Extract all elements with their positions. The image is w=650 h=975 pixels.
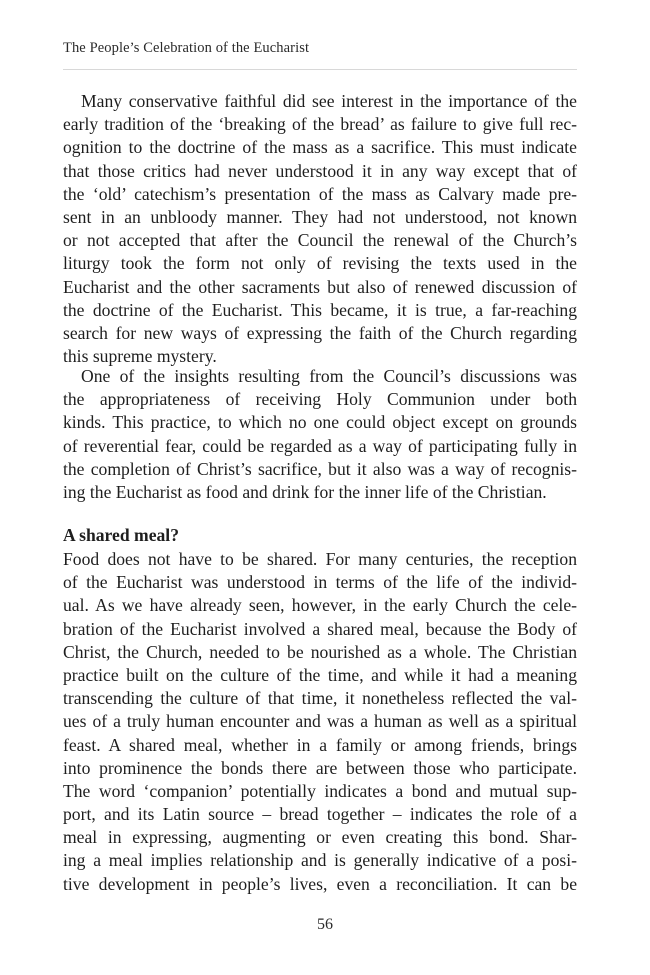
text-line: transcending the culture of that time, it nonetheless reflected the val-: [63, 688, 577, 709]
text-line: this supreme mystery.: [63, 346, 217, 367]
text-line: or not accepted that after the Council the renewal of the Church’s: [63, 230, 577, 251]
text-line: Eucharist and the other sacraments but also of renewed discussion of: [63, 276, 577, 297]
text-line: Food does not have to be shared. For many centuries, the reception: [63, 549, 577, 569]
text-line: Christ, the Church, needed to be nourished as a whole. The Christian: [63, 641, 577, 662]
text-line: of the Eucharist was understood in terms of the life of the individ-: [63, 572, 577, 593]
text-line: ognition to the doctrine of the mass as a sacrifice. This must indicate: [63, 137, 577, 158]
text-line: early tradition of the ‘breaking of the bread’ as failure to give full rec-: [63, 114, 577, 135]
paragraph-3: [63, 548, 577, 896]
text-line: One of the insights resulting from the Council’s discussions was: [81, 366, 577, 386]
text-line: ual. As we have already seen, however, in the early Church the cele-: [63, 595, 577, 616]
text-line: that those critics had never understood it in any way except that of: [63, 160, 577, 181]
text-line: meal in expressing, augmenting or even creating this bond. Shar-: [63, 827, 577, 848]
text-line: the appropriateness of receiving Holy Communion under both: [63, 389, 577, 410]
page-number: 56: [317, 916, 333, 933]
text-line: Many conservative faithful did see interest in the importance of the: [81, 91, 577, 111]
text-line: the completion of Christ’s sacrifice, but it also was a way of recognis-: [63, 458, 577, 479]
text-line: kinds. This practice, to which no one could object except on grounds: [63, 412, 577, 433]
header-rule: [63, 69, 577, 70]
paragraph-2: [63, 365, 577, 504]
text-line: port, and its Latin source – bread together – indicates the role of a: [63, 804, 577, 825]
text-line: search for new ways of expressing the faith of the Church regarding: [63, 322, 577, 343]
text-line: the doctrine of the Eucharist. This became, it is true, a far-reaching: [63, 299, 577, 320]
section-heading: A shared meal?: [63, 525, 179, 545]
text-line: the ‘old’ catechism’s presentation of the mass as Calvary made pre-: [63, 183, 577, 204]
text-line: feast. A shared meal, whether in a family or among friends, brings: [63, 734, 577, 755]
text-line: tive development in people’s lives, even a reconciliation. It can be: [63, 873, 577, 894]
text-line: ing a meal implies relationship and is generally indicative of a posi-: [63, 850, 577, 871]
text-line: sent in an unbloody manner. They had not understood, not known: [63, 206, 577, 227]
text-line: The word ‘companion’ potentially indicates a bond and mutual sup-: [63, 780, 577, 801]
text-line: ing the Eucharist as food and drink for the inner life of the Christian.: [63, 481, 547, 502]
text-line: of reverential fear, could be regarded as a way of participating fully in: [63, 435, 577, 456]
text-line: ues of a truly human encounter and was a human as well as a spiritual: [63, 711, 577, 732]
running-head: The People’s Celebration of the Eucharist: [63, 40, 310, 56]
text-line: bration of the Eucharist involved a shared meal, because the Body of: [63, 618, 577, 639]
paragraph-1: [63, 90, 577, 368]
text-line: practice built on the culture of the time, and while it had a meaning: [63, 664, 577, 685]
text-line: into prominence the bonds there are between those who participate.: [63, 757, 577, 778]
text-line: liturgy took the form not only of revising the texts used in the: [63, 253, 577, 274]
